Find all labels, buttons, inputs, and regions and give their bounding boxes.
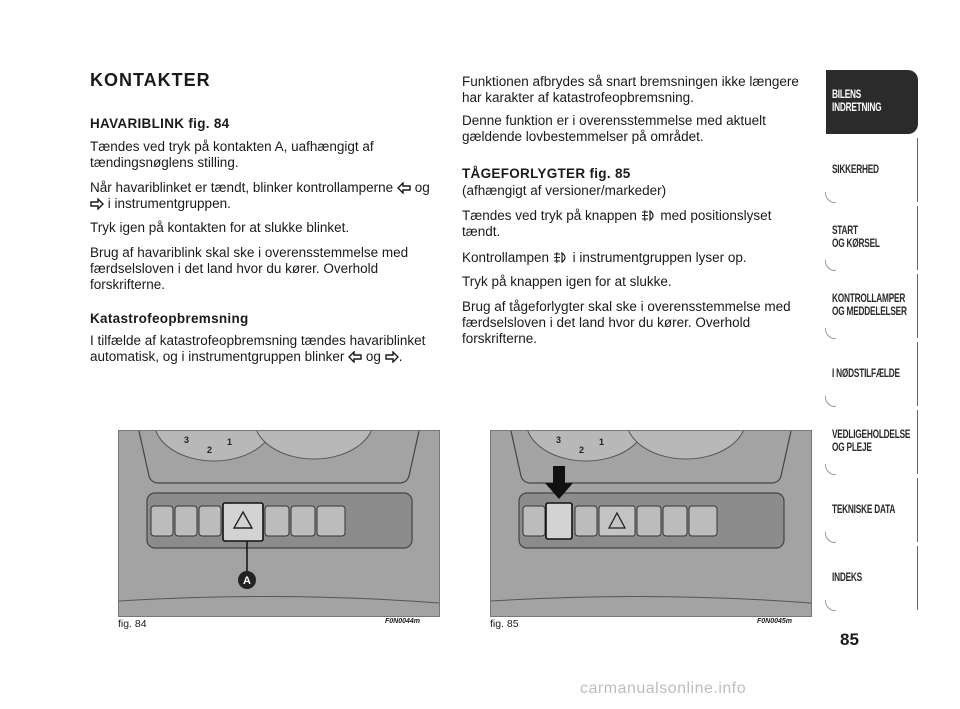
dashboard-switch-panel-illustration — [491, 431, 811, 616]
turn-right-indicator-icon — [385, 351, 399, 363]
sidebar-tab-label: BILENS — [832, 89, 862, 101]
hazard-heading: HAVARIBLINK fig. 84 — [90, 116, 230, 131]
hazard-text-2: Når havariblinket er tændt, blinker kontrollamperne og i instrumentgruppen. — [90, 180, 430, 211]
fog-subheading: (afhængigt af versioner/markeder) — [462, 183, 667, 198]
emergency-brake-heading: Katastrofeopbremsning — [90, 311, 249, 326]
sidebar-tab-label: OG PLEJE — [832, 442, 872, 454]
sidebar-tab-label: INDRETNING — [832, 102, 882, 114]
sidebar-tab-label: INDEKS — [832, 571, 862, 584]
dial-number: 3 — [556, 435, 562, 445]
dial-number: 2 — [579, 445, 585, 455]
sidebar-tab-label: START — [832, 225, 858, 237]
fog-text-1: Tændes ved tryk på knappen med positionslyset tændt. — [462, 208, 772, 239]
sidebar-tab-label: OG KØRSEL — [832, 238, 880, 250]
figure-84 — [118, 430, 440, 617]
turn-left-indicator-icon — [348, 351, 362, 363]
callout-a-label: A — [243, 575, 251, 587]
sidebar-tab-label: SIKKERHED — [832, 163, 879, 176]
fog-light-icon — [553, 251, 569, 264]
sidebar-tab-start[interactable] — [826, 206, 918, 270]
sidebar-tab-label: I NØDSTILFÆLDE — [832, 367, 900, 380]
figure-84-caption: fig. 84 — [118, 618, 147, 630]
sidebar-tab-indeks[interactable] — [826, 546, 918, 610]
dial-number: 3 — [184, 435, 190, 445]
sidebar-tab-label: VEDLIGEHOLDELSE — [832, 429, 911, 441]
figure-84-code: F0N0044m — [385, 618, 421, 625]
sidebar-tab-tekniske-data[interactable] — [826, 478, 918, 542]
sidebar-tab-sikkerhed[interactable] — [826, 138, 918, 202]
fog-heading: TÅGEFORLYGTER fig. 85 — [462, 166, 631, 181]
dashboard-switch-panel-illustration — [119, 431, 439, 616]
turn-left-indicator-icon — [397, 182, 411, 194]
sidebar-tab-bilens-indretning[interactable] — [826, 70, 918, 134]
turn-right-indicator-icon — [90, 198, 104, 210]
figure-85-caption: fig. 85 — [490, 618, 519, 630]
fog-text-2: Kontrollampen i instrumentgruppen lyser op. — [462, 250, 747, 265]
watermark: carmanualsonline.info — [580, 680, 747, 697]
dial-number: 1 — [599, 437, 605, 447]
fog-light-icon — [641, 209, 657, 222]
sidebar-tab-kontrollamper[interactable] — [826, 274, 918, 338]
sidebar-tab-label: OG MEDDELELSER — [832, 306, 907, 318]
emergency-brake-cont-1: Funktionen afbrydes så snart bremsningen ikke længere har karakter af katastrofeopbremsning. — [462, 74, 799, 105]
hazard-text-1: Tændes ved tryk på kontakten A, uafhængigt af tændingsnøglens stilling. — [90, 139, 374, 170]
page-number: 85 — [840, 630, 859, 649]
sidebar-tab-label: KONTROLLAMPER — [832, 293, 906, 305]
emergency-brake-cont-2: Denne funktion er i overensstemmelse med aktuelt gældende lovbestemmelser på området. — [462, 113, 766, 144]
fog-text-3: Tryk på knappen igen for at slukke. — [462, 274, 672, 289]
figure-85-code: F0N0045m — [757, 618, 793, 625]
emergency-brake-text: I tilfælde af katastrofeopbremsning tændes havariblinket automatisk, og i instrumentgruppen blinker og . — [90, 333, 426, 364]
sidebar-tab-label: TEKNISKE DATA — [832, 503, 896, 516]
hazard-text-3: Tryk igen på kontakten for at slukke blinket. — [90, 220, 350, 235]
hazard-text-4: Brug af havariblink skal ske i overensstemmelse med færdselsloven i det land hvor du kører. Overhold forskrifterne. — [90, 245, 409, 292]
figure-85 — [490, 430, 812, 617]
sidebar-tab-vedligeholdelse[interactable] — [826, 410, 918, 474]
dial-number: 1 — [227, 437, 233, 447]
sidebar-tab-nodstilfaelde[interactable] — [826, 342, 918, 406]
fog-text-4: Brug af tågeforlygter skal ske i overensstemmelse med færdselsloven i det land hvor du kører. Overhold forskrifterne. — [462, 299, 791, 346]
dial-number: 2 — [207, 445, 213, 455]
section-title: KONTAKTER — [90, 70, 211, 90]
